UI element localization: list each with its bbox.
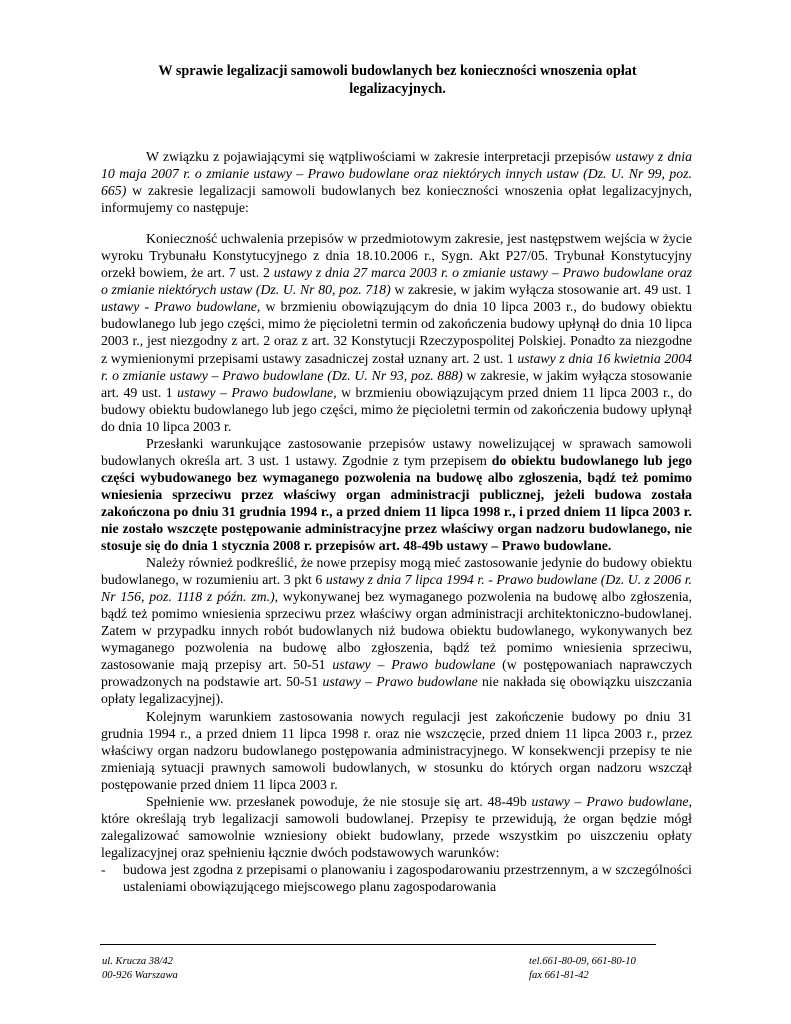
document-title: W sprawie legalizacji samowoli budowlanych bez konieczności wnoszenia opłat legalizacyjnych. (158, 63, 637, 97)
act-citation: ustawy z dnia 16 kwietnia 2004 r. o zmianie ustawy – Prawo budowlane (Dz. U. Nr 93, poz. 888) (101, 350, 693, 383)
footer-contact (529, 955, 636, 982)
list-dash-marker: - (101, 861, 106, 877)
paragraph-consequences (101, 793, 692, 861)
list-item-text: budowa jest zgodna z przepisami o planowaniu i zagospodarowaniu przestrzennym, a w szczególności ustaleniami obowiązującego miejscowego planu zagospodarowania (123, 861, 692, 894)
act-citation: ustawy – Prawo budowlane (177, 384, 334, 400)
act-citation: ustawy z dnia 10 maja 2007 r. o zmianie ustawy – Prawo budowlane oraz niektórych innych ustaw (Dz. U. Nr 99, poz. 665) (101, 149, 692, 199)
footer-divider (100, 944, 656, 945)
text: Spełnienie ww. przesłanek powoduje, że nie stosuje się art. 48-49b (146, 793, 532, 809)
text: (w postępowaniach naprawczych prowadzonych na podstawie art. 50-51 (101, 657, 693, 690)
act-citation: ustawy - Prawo budowlane (101, 299, 257, 315)
address-city: 00-926 Warszawa (102, 969, 178, 981)
document-body (101, 148, 692, 895)
text: , które określają tryb legalizacji samowoli budowlanej. Przepisy te przewidują, że organ będzie mógł zalegalizować samowolnie wzniesiony obiekt budowlany, przede wszystkim po uiszczeniu opłaty legalizacyjnej oraz spełnieniu łącznie dwóch podstawowych warunków: (101, 793, 693, 860)
text: w zakresie, w jakim wyłącza stosowanie art. 49 ust. 1 (101, 367, 692, 400)
paragraph-intro (101, 148, 692, 216)
text: wykonywanej bez wymaganego pozwolenia na budowę albo zgłoszenia, bądź też pomimo wniesienia sprzeciwu przez właściwy organ administracji architektoniczno-budowlanej. Zatem w przypadku innych robót budowlanych niż budowa obiektu budowlanego, wykonywanych bez wymaganego pozwolenia na budowę albo zgłoszenia, bądź też pomimo wniesienia sprzeciwu, zastosowanie mają przepisy art. 50-51 (101, 589, 692, 673)
text: nie nakłada się obowiązku uiszczania opłaty legalizacyjnej). (101, 674, 692, 707)
text: , w brzmieniu obowiązującym przed dniem 11 lipca 2003 r., do budowy obiektu budowlanego lub jego części, mimo że pięcioletni termin od zakończenia budowy upłynął do dnia 10 lipca 2003 r. (101, 384, 693, 434)
paragraph-background (101, 230, 692, 435)
footer-address (102, 955, 178, 982)
act-citation: ustawy – Prawo budowlane (322, 674, 478, 690)
text: W związku z pojawiającymi się wątpliwościami w zakresie interpretacji przepisów (146, 149, 616, 164)
list-item (101, 861, 692, 895)
text: , w brzmieniu obowiązującym do dnia 10 lipca 2003 r., do budowy obiektu budowlanego lub jego części, mimo że pięcioletni termin od zakończenia budowy upłynął do dnia 10 lipca 2003 r., jest niezgodny z art. 2 oraz z art. 32 Konstytucji Rzeczypospolitej Polskiej. Ponadto za niezgodne z wymienionymi przepisami ustawy zasadniczej został uznany art. 2 ust. 1 (101, 299, 692, 366)
act-citation: ustawy z dnia 7 lipca 1994 r. - Prawo budowlane (Dz. U. z 2006 r. Nr 156, poz. 1118 z późn. zm.), (101, 572, 692, 605)
act-citation: ustawy z dnia 27 marca 2003 r. o zmianie ustawy – Prawo budowlane oraz o zmianie niektórych ustaw (Dz. U. Nr 80, poz. 718) (101, 265, 692, 298)
paragraph-next-condition: Kolejnym warunkiem zastosowania nowych regulacji jest zakończenie budowy po dniu 31 grudnia 1994 r., a przed dniem 11 lipca 1998 r. oraz nie wszczęcie, przed dniem 11 lipca 2003 r., przez właściwy organ nadzoru budowlanego postępowania administracyjnego. W konsekwencji przepisy te nie zmieniają sytuacji prawnych samowoli budowlanych, w stosunku do których organ nadzoru wszczął postępowanie przed dniem 11 lipca 2003 r. (101, 708, 692, 792)
act-citation: ustawy – Prawo budowlane (531, 793, 689, 809)
paragraph-conditions (101, 435, 692, 554)
text: w zakresie legalizacji samowoli budowlanych bez konieczności wnoszenia opłat legalizacyjnych, informujemy co następuje: (101, 183, 692, 216)
text: Konieczność uchwalenia przepisów w przedmiotowym zakresie, jest następstwem wejścia w życie wyroku Trybunału Konstytucyjnego z dnia 18.10.2006 r., Sygn. Akt P27/05. Trybunał Konstytucyjny orzekł bowiem, że art. 7 ust. 2 (101, 231, 692, 281)
text: w zakresie, w jakim wyłącza stosowanie art. 49 ust. 1 (390, 282, 692, 298)
address-street: ul. Krucza 38/42 (102, 956, 173, 967)
text: Przesłanki warunkujące zastosowanie przepisów ustawy nowelizującej w sprawach samowoli budowlanych określa art. 3 ust. 1 ustawy. Zgodnie z tym przepisem (101, 435, 692, 468)
text: Należy również podkreślić, że nowe przepisy mogą mieć zastosowanie jedynie do budowy obiektu budowlanego, w rozumieniu art. 3 pkt 6 (101, 555, 692, 588)
act-citation: ustawy – Prawo budowlane (332, 657, 496, 673)
phone-numbers: tel.661-80-09, 661-80-10 (529, 956, 636, 967)
paragraph-scope (101, 554, 692, 707)
key-provision: do obiektu budowlanego lub jego części wybudowanego bez wymaganego pozwolenia na budowę albo zgłoszenia, bądź też pomimo wniesienia sprzeciwu przez właściwy organ administracji publicznej, jeżeli budowa została zakończona po dniu 31 grudnia 1994 r., a przed dniem 11 lipca 1998 r., i przed dniem 11 lipca 2003 r. nie zostało wszczęte postępowanie administracyjne przez właściwy organ nadzoru budowlanego, nie stosuje się do dnia 1 stycznia 2008 r. przepisów art. 48-49b ustawy – Prawo budowlane. (101, 452, 692, 554)
fax-number: fax 661-81-42 (529, 969, 589, 981)
